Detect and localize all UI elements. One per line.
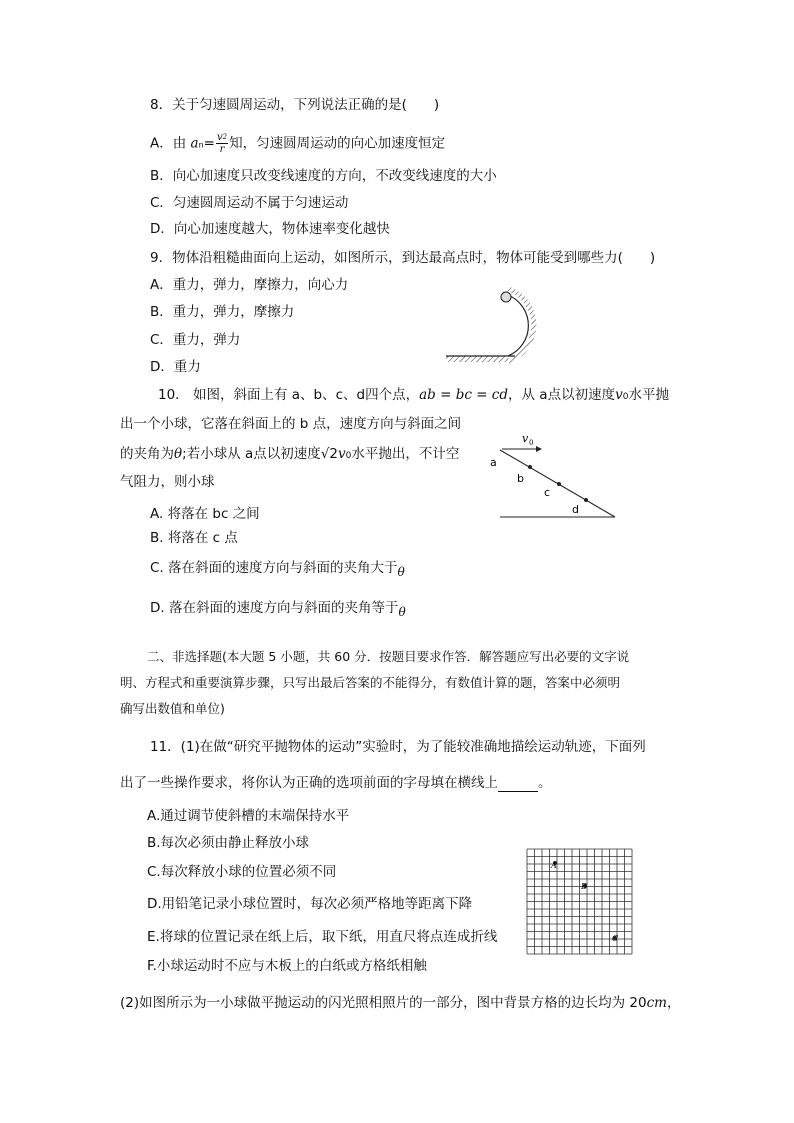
q8-fraction-denominator: r [219, 144, 225, 155]
q8-stem: 8．关于匀速圆周运动，下列说法正确的是( ) [150, 97, 440, 113]
label-v0: v [522, 432, 529, 445]
q8-fraction-numerator: v [216, 132, 223, 143]
q8-fraction-sup: 2 [222, 133, 228, 141]
section2-line3: 确写出数值和单位) [120, 701, 225, 716]
q11-line1: 11．(1)在做“研究平抛物体的运动”实验时，为了能较准确地描绘运动轨迹，下面列 [150, 739, 646, 755]
q10-line1-c: 水平抛 [628, 387, 669, 403]
q10-line3-a: 的夹角为 [120, 446, 174, 462]
q8-option-a-prefix: A．由 [150, 135, 191, 152]
q10-option-d-text: D. 落在斜面的速度方向与斜面的夹角等于 [150, 600, 399, 616]
q8-formula-fraction [216, 132, 228, 155]
q10-line4: 气阻力，则小球 [120, 474, 215, 490]
q10-incline-figure [484, 428, 624, 523]
q10-option-d-theta: θ [398, 605, 406, 619]
q9-option-c: C．重力，弹力 [150, 332, 241, 348]
q10-line1-a: 10． 如图，斜面上有 a、b、c、d四个点， [158, 387, 420, 403]
ground-hatch [446, 356, 508, 362]
q9-curved-surface-figure [440, 285, 560, 370]
grid-label-b: B [581, 882, 587, 891]
q9-option-a: A．重力，弹力，摩擦力，向心力 [150, 277, 349, 293]
q10-option-b: B. 将落在 c 点 [150, 530, 238, 546]
label-c: c [544, 486, 551, 499]
grid-label-c: C [612, 934, 619, 943]
point-c [557, 482, 561, 486]
q8-option-c: C．匀速圆周运动不属于匀速运动 [150, 195, 349, 211]
q8-formula-subscript: n [198, 140, 204, 150]
object-ball [501, 292, 511, 302]
q10-line3-c: 水平抛出，不计空 [351, 446, 460, 462]
q11-answer-blank[interactable] [498, 777, 538, 792]
q8-option-d: D．向心加速度越大，物体速率变化越快 [150, 221, 390, 237]
label-d: d [572, 503, 579, 516]
q10-line2: 出一个小球，它落在斜面上的 b 点，速度方向与斜面之间 [120, 416, 462, 432]
q11-option-a: A.通过调节使斜槽的末端保持水平 [147, 808, 350, 824]
grid-label-a: A [551, 861, 557, 870]
q10-v0-2: v [337, 446, 346, 462]
q8-option-b: B．向心加速度只改变线速度的方向，不改变线速度的大小 [150, 168, 497, 184]
q10-option-c-text: C. 落在斜面的速度方向与斜面的夹角大于 [150, 560, 398, 576]
q8-option-a [150, 132, 445, 155]
q10-line3-b: ;若小球从 a点以初速度 [182, 446, 321, 462]
q11-part2-unit: cm [646, 995, 667, 1011]
section2-line1: 二、非选择题(本大题 5 小题，共 60 分．按题目要求作答．解答题应写出必要的文字说 [147, 649, 630, 664]
q11-option-b: B.每次必须由静止释放小球 [147, 835, 310, 851]
q10-line3 [120, 445, 459, 465]
q11-option-f: F.小球运动时不应与木板上的白纸或方格纸相触 [147, 958, 427, 974]
q10-v0-sub-2: 0 [345, 451, 352, 461]
q11-part2-text: (2)如图所示为一小球做平抛运动的闪光照相照片的一部分，图中背景方格的边长均为 20 [120, 995, 647, 1011]
q10-equation: ab = bc = cd [419, 387, 508, 403]
q10-option-c-theta: θ [397, 565, 405, 579]
q11-part2 [120, 994, 680, 1012]
velocity-arrowhead [536, 446, 542, 452]
label-b: b [517, 472, 524, 485]
q10-option-a: A. 将落在 bc 之间 [150, 506, 260, 522]
q10-line1 [158, 386, 669, 406]
q11-line2-text: 出了一些操作要求，将你认为正确的选项前面的字母填在横线上 [120, 775, 498, 791]
q8-option-a-text: 知，匀速圆周运动的向心加速度恒定 [229, 135, 446, 152]
q8-formula-eq: = [203, 135, 215, 152]
q10-v0-sub: 0 [622, 392, 629, 402]
q10-v0: v [615, 387, 623, 403]
q9-option-d: D．重力 [150, 359, 201, 375]
point-d [584, 498, 588, 502]
label-a: a [490, 456, 497, 469]
q10-option-c [150, 559, 405, 577]
point-b [528, 465, 532, 469]
q11-line2 [120, 774, 552, 792]
q10-line1-b: ，从 a点以初速度 [508, 387, 616, 403]
q9-option-b: B．重力，弹力，摩擦力 [150, 304, 295, 320]
q11-option-d: D.用铅笔记录小球位置时，每次必须严格地等距离下降 [147, 896, 473, 912]
curve-hatch [508, 289, 534, 361]
q11-line2-end: 。 [538, 775, 552, 791]
label-v0-sub: 0 [529, 439, 534, 447]
q10-sqrt2: √2 [320, 446, 338, 462]
q11-part2-end: ， [666, 995, 681, 1011]
q11-option-c: C.每次释放小球的位置必须不同 [147, 864, 337, 880]
q11-grid-figure [527, 849, 633, 955]
q11-option-e: E.将球的位置记录在纸上后，取下纸，用直尺将点连成折线 [147, 929, 498, 945]
q10-option-d [150, 599, 406, 617]
q8-formula-a: a [190, 135, 199, 152]
q10-theta: θ [174, 446, 183, 462]
q9-stem: 9．物体沿粗糙曲面向上运动，如图所示，到达最高点时，物体可能受到哪些力( ) [150, 250, 656, 266]
section2-line2: 明、方程式和重要演算步骤，只写出最后答案的不能得分，有数值计算的题，答案中必须明 [120, 675, 621, 690]
